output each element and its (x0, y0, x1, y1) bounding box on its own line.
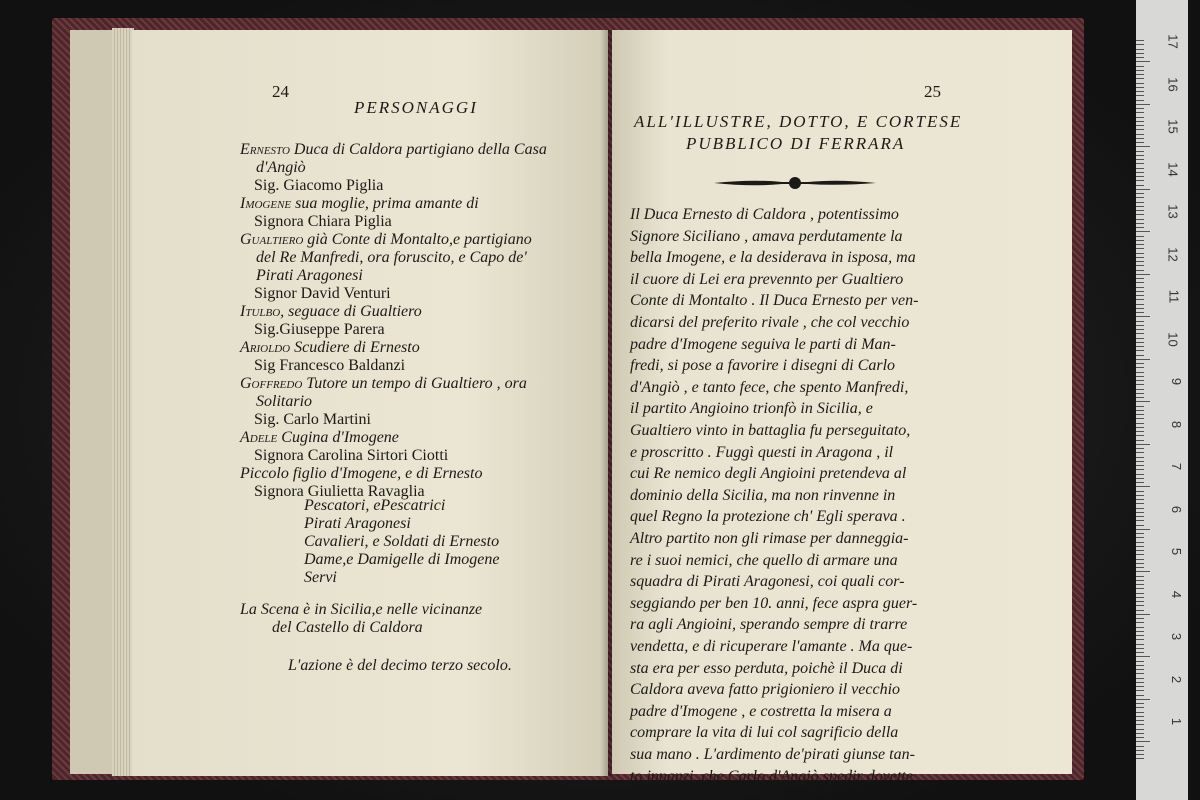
body-line: squadra di Pirati Aragonesi, coi quali cor- (630, 573, 905, 591)
cast-heading: PERSONAGGI (354, 98, 478, 117)
cast-role-line (240, 194, 479, 214)
ruler-tick (1136, 83, 1144, 84)
body-line: Caldora aveva fatto prigioniero il vecchio (630, 681, 901, 699)
ruler-tick (1136, 431, 1144, 432)
ruler-tick (1136, 61, 1150, 62)
ruler-tick (1136, 724, 1144, 725)
body-line: Conte di Montalto . Il Duca Ernesto per ven- (630, 292, 919, 310)
ruler-tick (1136, 248, 1144, 249)
ruler-tick (1136, 125, 1144, 126)
cast-actor-line: Sig. Giacomo Piglia (254, 177, 384, 194)
ruler-tick (1136, 325, 1144, 326)
ruler-tick (1136, 737, 1144, 738)
chorus-line: Cavalieri, e Soldati di Ernesto (304, 533, 500, 550)
role-description: seguace di Gualtiero (284, 303, 422, 320)
ruler-label: 10 (1165, 331, 1181, 347)
ruler-tick (1136, 219, 1144, 220)
ruler-tick (1136, 265, 1144, 266)
ruler-tick (1136, 244, 1144, 245)
ruler-tick (1136, 214, 1144, 215)
ruler-tick (1136, 665, 1144, 666)
ruler-tick (1136, 155, 1144, 156)
ruler-tick (1136, 151, 1144, 152)
ruler-tick (1136, 457, 1144, 458)
measuring-ruler (1136, 0, 1188, 800)
ruler-tick (1136, 95, 1144, 96)
ruler-tick (1136, 142, 1144, 143)
ruler-tick (1136, 546, 1144, 547)
body-line: d'Angiò , e tanto fece, che spento Manfredi, (630, 378, 909, 396)
century-note: L'azione è del decimo terzo secolo. (288, 657, 512, 674)
body-line: Il Duca Ernesto di Caldora , potentissimo (630, 206, 899, 223)
page-stack (112, 28, 134, 776)
ruler-tick (1136, 129, 1144, 130)
ruler-tick (1136, 635, 1144, 636)
ruler-tick (1136, 261, 1144, 262)
ruler-tick (1136, 554, 1144, 555)
ruler-tick (1136, 580, 1144, 581)
chorus-line: Dame,e Damigelle di Imogene (304, 551, 500, 568)
ruler-tick (1136, 338, 1144, 339)
cast-actor-line: Signora Carolina Sirtori Ciotti (254, 447, 449, 464)
ruler-tick (1136, 712, 1144, 713)
ruler-tick (1136, 146, 1150, 147)
ruler-tick (1136, 372, 1144, 373)
body-line: ra agli Angioini, sperando sempre di trarre (630, 616, 908, 634)
ruler-tick (1136, 185, 1144, 186)
role-name: Goffredo (240, 375, 303, 392)
role-name: Gualtiero (240, 231, 304, 248)
role-name: Itulbo, (240, 303, 285, 320)
ruler-label: 14 (1165, 161, 1181, 177)
dedication-heading-line2: PUBBLICO DI FERRARA (686, 134, 906, 153)
ruler-tick (1136, 750, 1144, 751)
ruler-tick (1136, 206, 1144, 207)
ornament-divider-icon (712, 176, 878, 190)
body-line: dominio della Sicilia, ma non rinvenne in (630, 486, 896, 504)
page-number-left: 24 (272, 82, 289, 101)
ruler-label: 11 (1165, 289, 1181, 304)
ruler-tick (1136, 597, 1144, 598)
ruler-tick (1136, 355, 1144, 356)
cast-role-line (240, 230, 532, 250)
ruler-tick (1136, 716, 1144, 717)
chorus-line: Pirati Aragonesi (304, 515, 411, 532)
cast-role-line (240, 464, 482, 484)
body-line: fredi, si pose a favorire i disegni di Carlo (630, 357, 896, 375)
ruler-tick (1136, 644, 1144, 645)
body-line: quel Regno la protezione ch' Egli sperava . (630, 508, 906, 526)
ruler-tick (1136, 117, 1144, 118)
role-name: Arioldo (240, 339, 291, 356)
ruler-label: 2 (1168, 675, 1184, 683)
role-description: Tutore un tempo di Gualtiero , ora (302, 375, 527, 392)
ruler-tick (1136, 631, 1144, 632)
ruler-label: 4 (1168, 590, 1184, 598)
ruler-tick (1136, 516, 1144, 517)
ruler-tick (1136, 359, 1150, 360)
ruler-tick (1136, 673, 1144, 674)
ruler-label: 13 (1165, 204, 1181, 219)
ruler-tick (1136, 465, 1144, 466)
ruler-tick (1136, 108, 1144, 109)
role-description: Duca di Caldora partigiano della Casa (289, 141, 547, 158)
ruler-tick (1136, 163, 1144, 164)
ruler-tick (1136, 321, 1144, 322)
ruler-tick (1136, 397, 1144, 398)
ruler-tick (1136, 584, 1144, 585)
ruler-tick (1136, 70, 1144, 71)
cast-actor-line: Sig Francesco Baldanzi (254, 357, 406, 374)
ruler-tick (1136, 482, 1144, 483)
ruler-tick (1136, 49, 1144, 50)
ruler-tick (1136, 686, 1144, 687)
ruler-tick (1136, 418, 1144, 419)
ruler-label: 16 (1165, 76, 1181, 92)
ruler-label: 12 (1165, 246, 1181, 262)
ruler-tick (1136, 172, 1144, 173)
ruler-tick (1136, 253, 1144, 254)
ruler-tick (1136, 44, 1144, 45)
ruler-tick (1136, 601, 1144, 602)
ruler-tick (1136, 444, 1150, 445)
ruler-label: 7 (1168, 462, 1184, 471)
ruler-tick (1136, 295, 1144, 296)
cast-actor-line: Signor David Venturi (254, 285, 391, 302)
ruler-tick (1136, 423, 1144, 424)
cast-role-continuation: del Re Manfredi, ora foruscito, e Capo de' (256, 249, 527, 266)
ruler-tick (1136, 350, 1144, 351)
body-line: cui Re nemico degli Angioini pretendeva al (630, 465, 907, 483)
ruler-tick (1136, 656, 1150, 657)
ruler-tick (1136, 227, 1144, 228)
ruler-tick (1136, 746, 1144, 747)
ruler-tick (1136, 104, 1150, 105)
ruler-tick (1136, 40, 1144, 41)
ruler-tick (1136, 537, 1144, 538)
ruler-tick (1136, 618, 1144, 619)
ruler-tick (1136, 758, 1144, 759)
ruler-tick (1136, 440, 1144, 441)
ruler-tick (1136, 495, 1144, 496)
ruler-tick (1136, 270, 1144, 271)
ruler-tick (1136, 308, 1144, 309)
ruler-tick (1136, 720, 1144, 721)
ruler-tick (1136, 461, 1144, 462)
ruler-tick (1136, 512, 1144, 513)
cast-role-continuation: d'Angiò (256, 159, 306, 176)
ruler-tick (1136, 550, 1144, 551)
cast-role-line (240, 338, 420, 358)
ruler-tick (1136, 189, 1150, 190)
ruler-tick (1136, 231, 1150, 232)
ruler-tick (1136, 57, 1144, 58)
ruler-tick (1136, 346, 1144, 347)
ruler-label: 1 (1168, 717, 1184, 726)
cast-actor-line: Signora Chiara Piglia (254, 213, 392, 230)
ruler-tick (1136, 469, 1144, 470)
dedication-heading-line1: ALL'ILLUSTRE, DOTTO, E CORTESE (634, 112, 963, 131)
ruler-tick (1136, 703, 1144, 704)
ruler-tick (1136, 257, 1144, 258)
ruler-tick (1136, 389, 1144, 390)
ruler-tick (1136, 529, 1150, 530)
ruler-tick (1136, 414, 1144, 415)
ruler-tick (1136, 406, 1144, 407)
ruler-tick (1136, 588, 1144, 589)
ruler-tick (1136, 74, 1144, 75)
ruler-tick (1136, 503, 1144, 504)
ruler-tick (1136, 401, 1150, 402)
ruler-tick (1136, 393, 1144, 394)
ruler-tick (1136, 729, 1144, 730)
ruler-tick (1136, 478, 1144, 479)
cast-role-line (240, 140, 547, 160)
ruler-tick (1136, 499, 1144, 500)
ruler-tick (1136, 202, 1144, 203)
ruler-tick (1136, 627, 1144, 628)
ruler-tick (1136, 452, 1144, 453)
ruler-tick (1136, 197, 1144, 198)
body-line: Signore Siciliano , amava perdutamente la (630, 227, 903, 245)
ruler-tick (1136, 567, 1144, 568)
ruler-tick (1136, 652, 1144, 653)
ruler-tick (1136, 733, 1144, 734)
body-line: seggiando per ben 10. anni, fece aspra guer- (630, 594, 918, 612)
ruler-tick (1136, 533, 1144, 534)
role-name: Ernesto (240, 141, 290, 158)
ruler-label: 5 (1168, 547, 1184, 556)
ruler-label: 15 (1165, 119, 1181, 134)
ruler-tick (1136, 87, 1144, 88)
cast-role-line (240, 302, 422, 322)
ruler-tick (1136, 168, 1144, 169)
ruler-tick (1136, 274, 1150, 275)
ruler-label: 8 (1168, 420, 1184, 428)
ruler-tick (1136, 342, 1144, 343)
ruler-tick (1136, 610, 1144, 611)
ruler-tick (1136, 690, 1144, 691)
body-line: dicarsi del preferito rivale , che col vecchio (630, 314, 910, 331)
ruler-tick (1136, 678, 1144, 679)
ruler-tick (1136, 121, 1144, 122)
ruler-tick (1136, 639, 1144, 640)
cast-actor-line: Sig. Carlo Martini (254, 411, 371, 428)
chorus-line: Servi (304, 569, 337, 586)
ruler-tick (1136, 648, 1144, 649)
ruler-tick (1136, 333, 1144, 334)
body-line: il partito Angioino trionfò in Sicilia, e (630, 400, 873, 418)
ruler-tick (1136, 78, 1144, 79)
ruler-tick (1136, 695, 1144, 696)
ruler-tick (1136, 741, 1150, 742)
ruler-tick (1136, 180, 1144, 181)
role-name: Imogene (240, 195, 292, 212)
ruler-tick (1136, 159, 1144, 160)
ruler-tick (1136, 508, 1144, 509)
page-fore-edge (70, 30, 114, 774)
body-line: il cuore di Lei era prevennto per Gualtiero (630, 270, 904, 288)
ruler-tick (1136, 605, 1144, 606)
body-line: to innanzi, che Carlo d'Angiò spedir dovette (630, 767, 913, 785)
body-line: bella Imogene, e la desiderava in isposa, ma (630, 249, 916, 267)
ruler-tick (1136, 236, 1144, 237)
right-page (612, 30, 1072, 785)
role-description: Piccolo figlio d'Imogene, e di Ernesto (240, 465, 483, 482)
ruler-tick (1136, 754, 1144, 755)
body-line: re i suoi nemici, che quello di armare una (630, 551, 898, 569)
ruler-tick (1136, 576, 1144, 577)
ruler-tick (1136, 223, 1144, 224)
ruler-tick (1136, 448, 1144, 449)
ruler-tick (1136, 282, 1144, 283)
body-line: comprare la vita di lui col sagrificio della (630, 724, 899, 742)
ruler-tick (1136, 571, 1150, 572)
ruler-tick (1136, 661, 1144, 662)
ruler-tick (1136, 376, 1144, 377)
cast-actor-line: Sig.Giuseppe Parera (254, 321, 385, 338)
ruler-tick (1136, 563, 1144, 564)
ruler-tick (1136, 622, 1144, 623)
ruler-tick (1136, 291, 1144, 292)
ruler-tick (1136, 287, 1144, 288)
role-description: già Conte di Montalto,e partigiano (303, 231, 532, 248)
ruler-tick (1136, 614, 1150, 615)
cast-role-continuation: Pirati Aragonesi (256, 267, 363, 284)
role-name: Adele (240, 429, 278, 446)
scene-line: La Scena è in Sicilia,e nelle vicinanze (240, 601, 483, 618)
ruler-tick (1136, 380, 1144, 381)
body-line: Altro partito non gli rimase per danneggia- (630, 530, 909, 547)
ruler-tick (1136, 682, 1144, 683)
ruler-tick (1136, 299, 1144, 300)
ruler-tick (1136, 474, 1144, 475)
ruler-tick (1136, 559, 1144, 560)
cast-actor-line: Signora Giulietta Ravaglia (254, 483, 425, 500)
ruler-tick (1136, 329, 1144, 330)
ruler-tick (1136, 304, 1144, 305)
ruler-tick (1136, 193, 1144, 194)
role-description: sua moglie, prima amante di (291, 195, 479, 212)
ruler-tick (1136, 491, 1144, 492)
ruler-tick (1136, 66, 1144, 67)
ruler-tick (1136, 278, 1144, 279)
ruler-tick (1136, 669, 1144, 670)
ruler-tick (1136, 367, 1144, 368)
ruler-tick (1136, 134, 1144, 135)
ruler-tick (1136, 100, 1144, 101)
ruler-tick (1136, 363, 1144, 364)
ruler-tick (1136, 53, 1144, 54)
ruler-tick (1136, 427, 1144, 428)
cast-role-continuation: Solitario (256, 393, 313, 410)
ruler-label: 6 (1168, 505, 1184, 513)
page-number-right: 25 (924, 82, 941, 101)
ruler-tick (1136, 435, 1144, 436)
ruler-tick (1136, 312, 1144, 313)
ruler-tick (1136, 176, 1144, 177)
ruler-tick (1136, 707, 1144, 708)
ruler-tick (1136, 384, 1144, 385)
ruler-tick (1136, 699, 1150, 700)
body-line: padre d'Imogene , e costretta la misera a (630, 702, 892, 720)
cast-role-line (240, 428, 399, 448)
ruler-tick (1136, 525, 1144, 526)
ruler-tick (1136, 542, 1144, 543)
ruler-tick (1136, 486, 1150, 487)
ruler-label: 3 (1168, 632, 1184, 641)
ruler-tick (1136, 316, 1150, 317)
ruler-tick (1136, 91, 1144, 92)
role-description: Cugina d'Imogene (277, 429, 399, 446)
ruler-label: 9 (1168, 377, 1184, 386)
chorus-line: Pescatori, ePescatrici (304, 497, 446, 514)
body-line: sua mano . L'ardimento de'pirati giunse tan- (630, 746, 915, 763)
ruler-tick (1136, 138, 1144, 139)
left-page (132, 30, 608, 776)
body-line: e proscritto . Fuggì questi in Aragona , il (630, 443, 894, 461)
ruler-tick (1136, 410, 1144, 411)
ruler-tick (1136, 593, 1144, 594)
cast-role-line (240, 374, 527, 394)
body-line: padre d'Imogene seguiva le parti di Man- (630, 335, 896, 353)
body-line: vendetta, e di ricuperare l'amante . Ma que- (630, 638, 913, 655)
ruler-tick (1136, 112, 1144, 113)
ruler-label: 17 (1165, 34, 1181, 49)
ruler-tick (1136, 520, 1144, 521)
ruler-tick (1136, 210, 1144, 211)
body-line: Gualtiero vinto in battaglia fu perseguitato, (630, 422, 911, 439)
body-line: sta era per esso perduta, poichè il Duca di (630, 659, 903, 677)
role-description: Scudiere di Ernesto (290, 339, 420, 356)
scene-line: del Castello di Caldora (272, 619, 423, 636)
ruler-tick (1136, 240, 1144, 241)
